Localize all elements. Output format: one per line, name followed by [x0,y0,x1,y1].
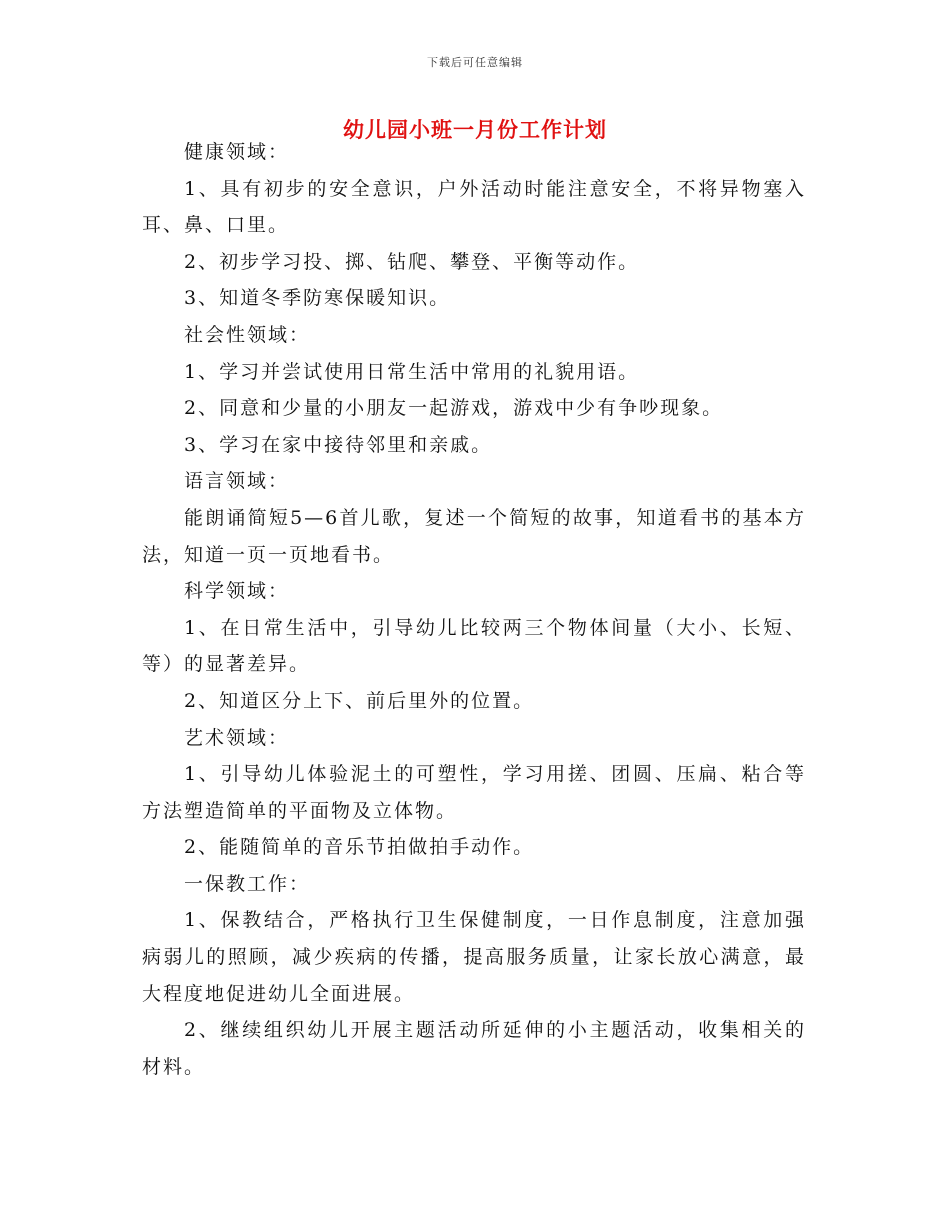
paragraph: 1、在日常生活中，引导幼儿比较两三个物体间量（大小、长短、等）的显著差异。 [142,616,806,676]
paragraph: 2、继续组织幼儿开展主题活动所延伸的小主题活动，收集相关的材料。 [142,1019,806,1078]
paragraph: 健康领域： [184,141,290,163]
paragraph: 1、引导幼儿体验泥土的可塑性，学习用搓、团圆、压扁、粘合等方法塑造简单的平面物及立体物。 [142,763,806,822]
paragraph: 1、具有初步的安全意识，户外活动时能注意安全，不将异物塞入耳、鼻、口里。 [142,177,806,237]
paragraph: 2、知道区分上下、前后里外的位置。 [184,689,535,712]
paragraph: 能朗诵简短5—6首儿歌，复述一个简短的故事，知道看书的基本方法，知道一页一页地看书。 [142,506,806,566]
paragraph: 2、同意和少量的小朋友一起游戏，游戏中少有争吵现象。 [184,397,724,420]
paragraph: 1、学习并尝试使用日常生活中常用的礼貌用语。 [184,360,640,383]
paragraph: 3、学习在家中接待邻里和亲戚。 [184,433,493,456]
paragraph: 社会性领域： [184,323,311,346]
document-body [142,134,806,1085]
paragraph: 一保教工作： [184,872,311,895]
header-note: 下载后可任意编辑 [427,56,523,69]
paragraph: 3、知道冬季防寒保暖知识。 [184,287,451,310]
paragraph: 语言领域： [184,470,290,493]
document-title: 幼儿园小班一月份工作计划 [343,118,607,142]
paragraph: 科学领域： [184,580,290,603]
paragraph: 艺术领域： [184,726,290,749]
paragraph: 2、能随简单的音乐节拍做拍手动作。 [184,836,535,859]
paragraph: 1、保教结合，严格执行卫生保健制度，一日作息制度，注意加强病弱儿的照顾，减少疾病的传播，提高服务质量，让家长放心满意，最大程度地促进幼儿全面进展。 [142,909,806,1005]
paragraph: 2、初步学习投、掷、钻爬、攀登、平衡等动作。 [184,250,640,273]
